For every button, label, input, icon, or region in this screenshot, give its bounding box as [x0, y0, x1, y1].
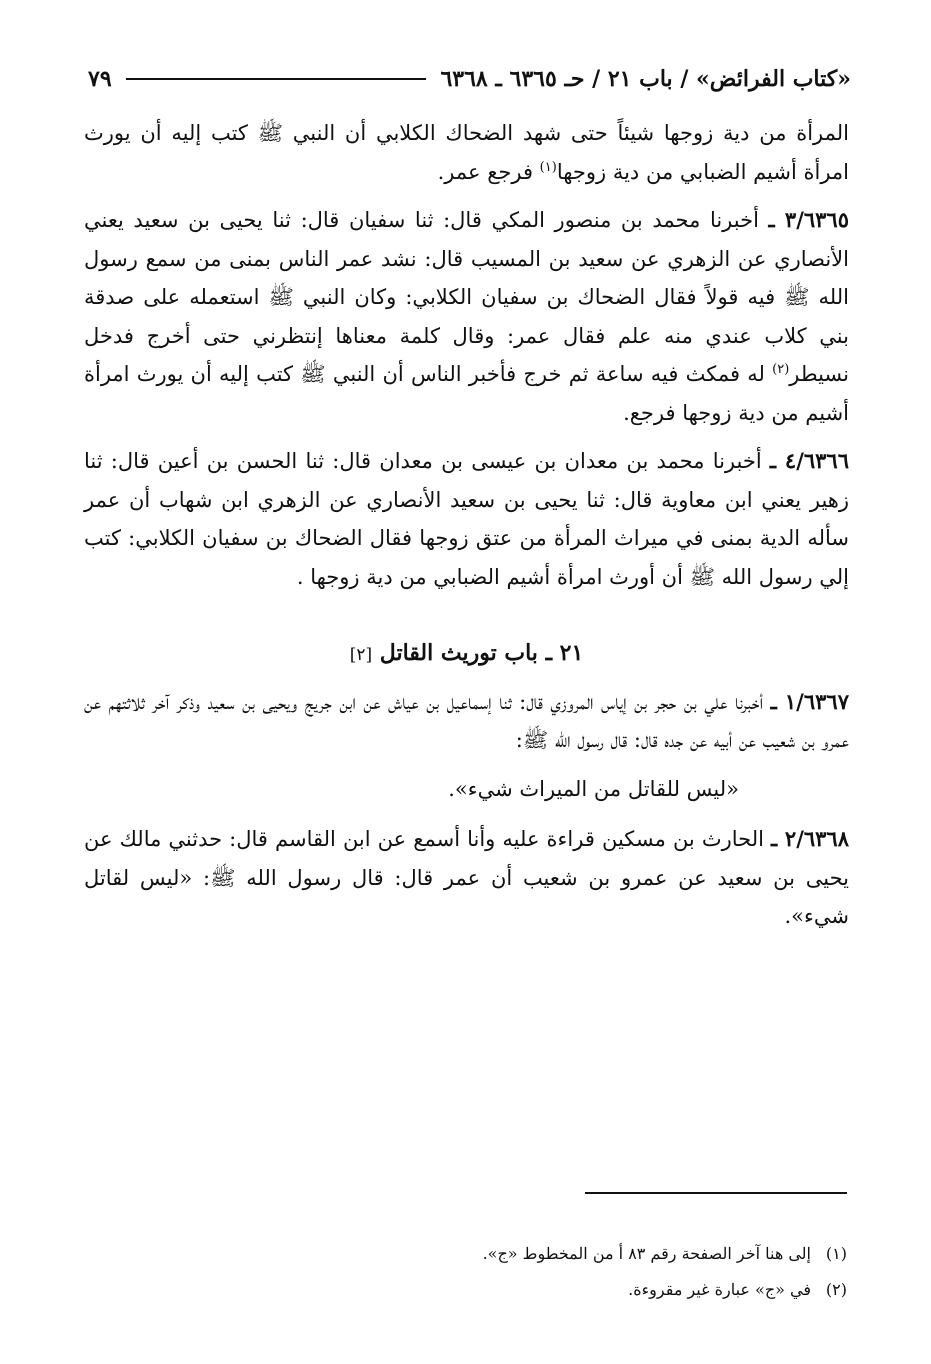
hadith-number: ١/٦٣٦٧ ـ [770, 688, 849, 714]
paragraph-continuation [84, 114, 849, 191]
running-header [88, 62, 851, 96]
hadith-number: ٣/٦٣٦٥ ـ [768, 207, 849, 232]
footnote-text: إلى هنا آخر الصفحة رقم ٨٣ أ من المخطوط «ج». [482, 1244, 811, 1263]
paragraph-text: المرأة من دية زوجها شيئاً حتى شهد الضحاك الكلابي أن النبي ﷺ كتب إليه أن يورث امرأة أشيم الضبابي من دية زوجها [84, 121, 849, 184]
footnote-ref: (١) [539, 159, 557, 175]
chapter-title: ٢١ ـ باب توريث القاتل [379, 640, 584, 666]
chapter-note-ref: [٢] [349, 645, 373, 665]
footnote-label: (١) [825, 1244, 847, 1263]
hadith-text: الحارث بن مسكين قراءة عليه وأنا أسمع عن ابن القاسم قال: حدثني مالك عن يحيى بن سعيد عن عمرو بن شعيب أن عمر قال: قال رسول الله ﷺ: «ليس لقاتل شيء». [84, 827, 849, 928]
footnote-ref: (٢) [772, 362, 790, 377]
hadith-text: أخبرنا علي بن حجر بن إياس المروزي قال: ثنا إسماعيل بن عياش عن ابن جريج ويحيى بن سعيد وذكر آخر ثلاثتهم عن عمرو بن شعيب عن أبيه عن جده قال: قال رسول الله ﷺ: [84, 689, 849, 752]
header-rule [126, 78, 427, 80]
footnote-text: في «ج» عبارة غير مقروءة. [628, 1280, 811, 1299]
hadith-text: له فمكث فيه ساعة ثم خرج فأخبر الناس أن النبي ﷺ كتب إليه أن يورث امرأة أشيم من دية زوجها فرجع. [84, 362, 849, 425]
hadith-number: ٢/٦٣٦٨ ـ [771, 826, 849, 851]
page-number: ٧٩ [88, 66, 112, 92]
running-title: «كتاب الفرائض» / باب ٢١ / حـ ٦٣٦٥ ـ ٦٣٦٨ [440, 66, 851, 92]
hadith-text: أخبرنا محمد بن منصور المكي قال: ثنا سفيان قال: ثنا يحيى بن سعيد يعني الأنصاري عن الزهري عن سعيد بن المسيب قال: نشد عمر الناس بمنى من سمع رسول الله ﷺ فيه قولاً فقال الضحاك بن سفيان الكلابي: وكان النبي ﷺ استعمله على صدقة بني كلاب عندي منه علم فقال عمر: وقال كلمة معناها إنتظرني حتى أخرج فدخل نسيطر [84, 208, 849, 386]
hadith-6365 [84, 201, 849, 432]
chapter-heading [84, 634, 849, 675]
footnote-2 [200, 1272, 847, 1308]
hadith-6368 [84, 820, 849, 936]
hadith-number: ٤/٦٣٦٦ ـ [769, 448, 849, 473]
hadith-6366 [84, 442, 849, 596]
footnote-1 [200, 1236, 847, 1272]
footnotes [200, 1236, 847, 1308]
hadith-text: أخبرنا محمد بن معدان بن عيسى بن معدان قال: ثنا الحسن بن أعين قال: ثنا زهير يعني ابن معاوية قال: ثنا يحيى بن سعيد الأنصاري عن الزهري ابن شهاب أن عمر سأله الدية بمنى في ميراث المرأة من عتق زوجها فقال الضحاك بن سفيان الكلابي: كتب إلي رسول الله ﷺ أن أورث امرأة أشيم الضبابي من دية زوجها . [84, 449, 849, 589]
hadith-quote: «ليس للقاتل من الميراث شيء». [448, 776, 739, 801]
footnote-label: (٢) [825, 1280, 847, 1299]
main-text [84, 114, 849, 946]
hadith-6367 [84, 683, 849, 760]
paragraph-text: فرجع عمر. [437, 159, 540, 184]
footnote-separator [585, 1192, 847, 1194]
